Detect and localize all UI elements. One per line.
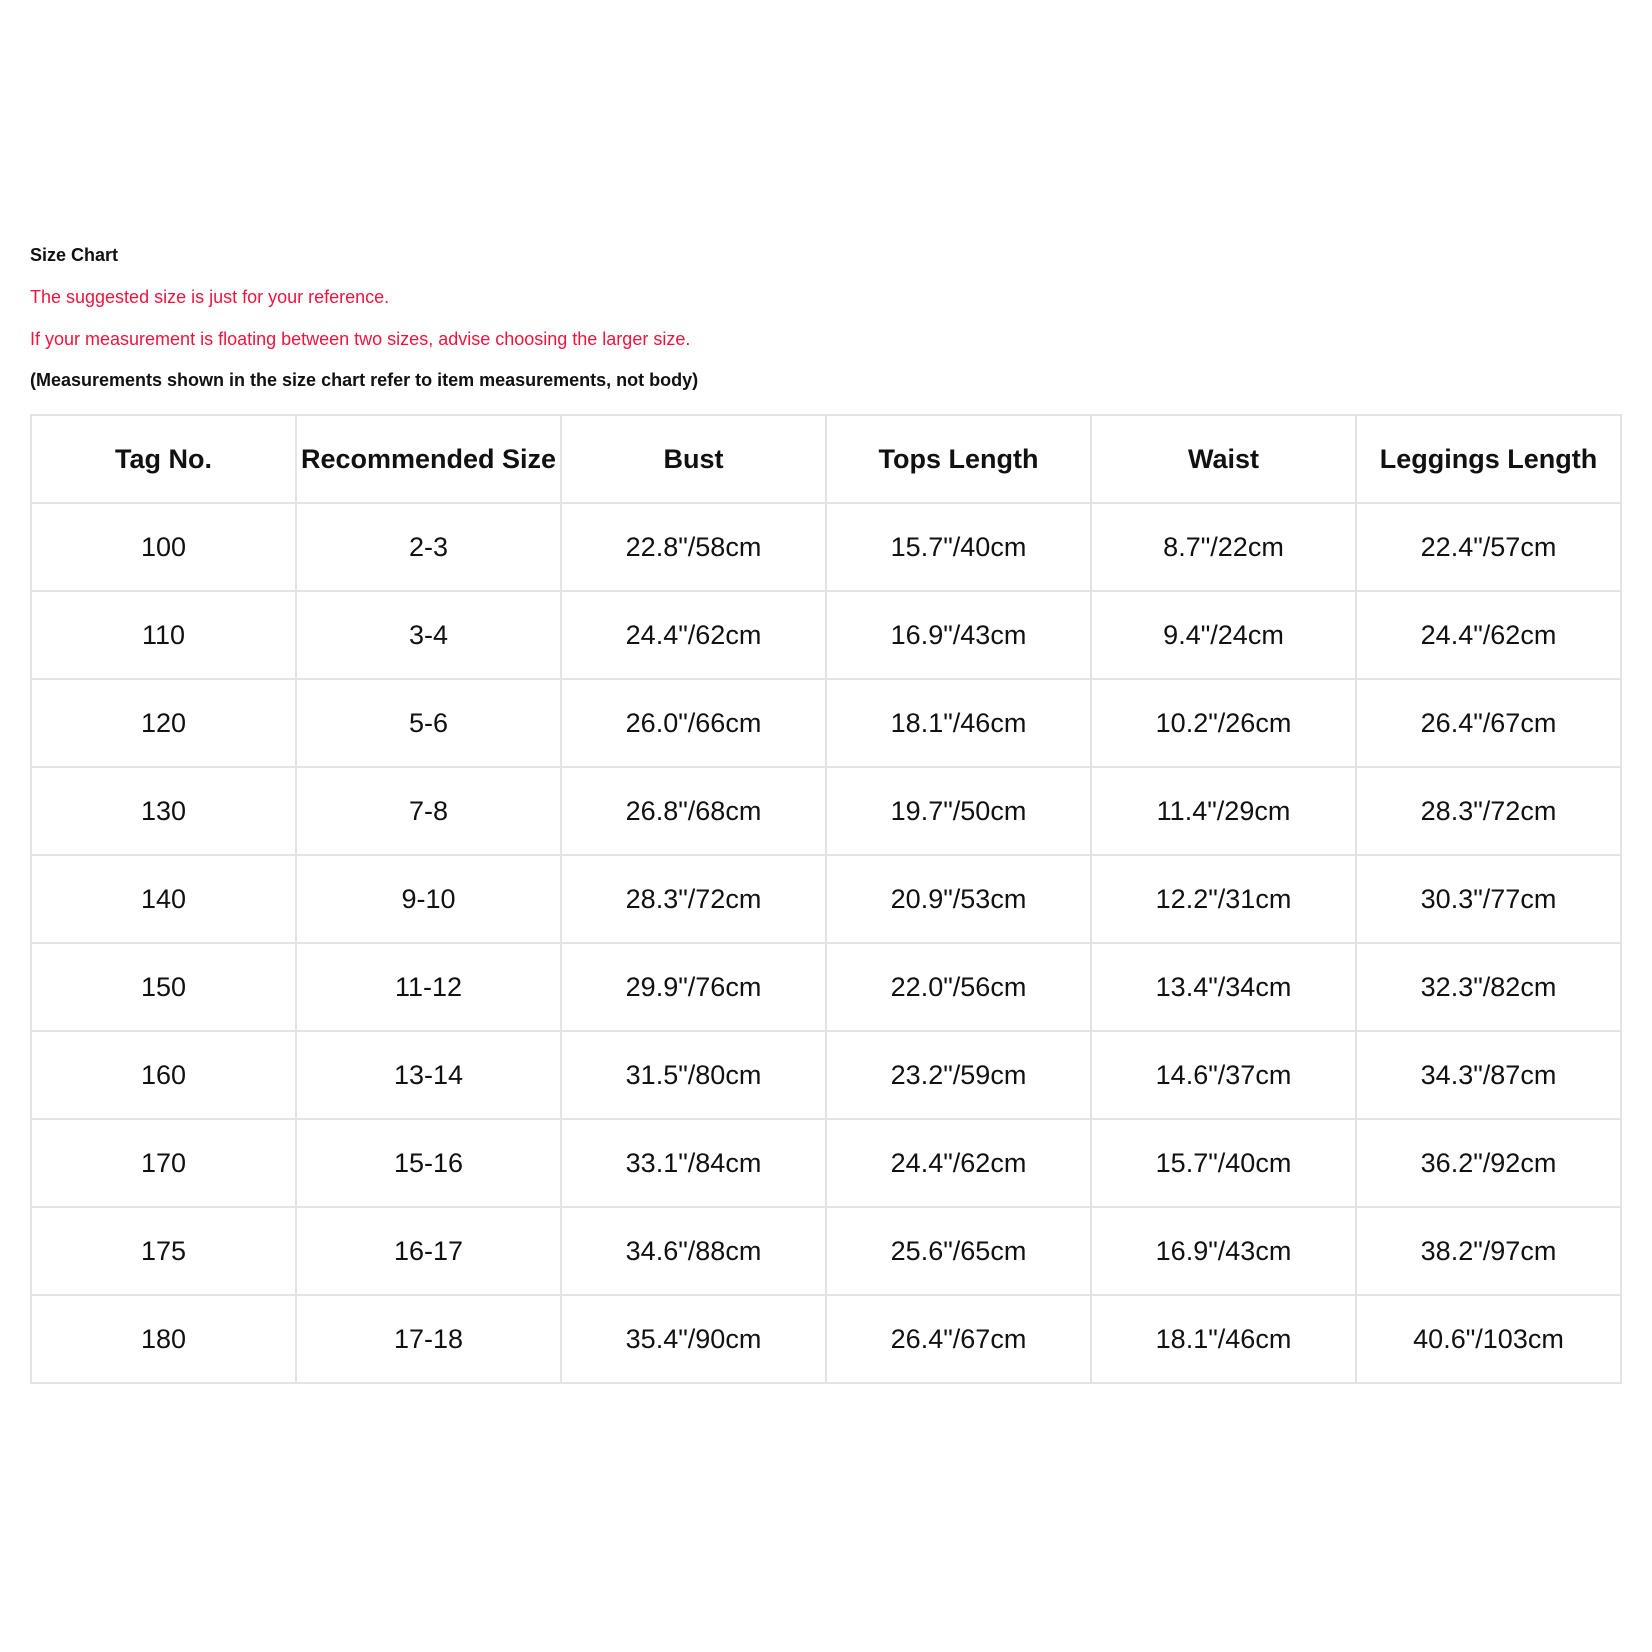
tops-length-cell: 26.4"/67cm	[826, 1295, 1091, 1383]
recommended-size-cell: 17-18	[296, 1295, 561, 1383]
waist-cell: 11.4"/29cm	[1091, 767, 1356, 855]
tag-no-cell: 175	[31, 1207, 296, 1295]
waist-cell: 8.7"/22cm	[1091, 503, 1356, 591]
leggings-length-cell: 40.6"/103cm	[1356, 1295, 1621, 1383]
tops-length-cell: 15.7"/40cm	[826, 503, 1091, 591]
recommended-size-cell: 15-16	[296, 1119, 561, 1207]
leggings-length-cell: 36.2"/92cm	[1356, 1119, 1621, 1207]
leggings-length-cell: 30.3"/77cm	[1356, 855, 1621, 943]
recommended-size-cell: 7-8	[296, 767, 561, 855]
recommended-size-cell: 13-14	[296, 1031, 561, 1119]
waist-cell: 13.4"/34cm	[1091, 943, 1356, 1031]
leggings-length-cell: 32.3"/82cm	[1356, 943, 1621, 1031]
recommended-size-cell: 16-17	[296, 1207, 561, 1295]
table-row	[31, 767, 1621, 855]
table-row	[31, 943, 1621, 1031]
waist-cell: 15.7"/40cm	[1091, 1119, 1356, 1207]
tag-no-cell: 180	[31, 1295, 296, 1383]
bust-cell: 24.4"/62cm	[561, 591, 826, 679]
bust-cell: 33.1"/84cm	[561, 1119, 826, 1207]
table-row	[31, 1031, 1621, 1119]
tag-no-cell: 100	[31, 503, 296, 591]
bust-cell: 31.5"/80cm	[561, 1031, 826, 1119]
tag-no-cell: 150	[31, 943, 296, 1031]
tops-length-cell: 18.1"/46cm	[826, 679, 1091, 767]
floating-size-note: If your measurement is floating between two sizes, advise choosing the larger size.	[30, 329, 691, 349]
tops-length-cell: 24.4"/62cm	[826, 1119, 1091, 1207]
leggings-length-cell: 22.4"/57cm	[1356, 503, 1621, 591]
tag-no-cell: 170	[31, 1119, 296, 1207]
tag-no-cell: 120	[31, 679, 296, 767]
tops-length-cell: 19.7"/50cm	[826, 767, 1091, 855]
waist-cell: 14.6"/37cm	[1091, 1031, 1356, 1119]
waist-cell: 10.2"/26cm	[1091, 679, 1356, 767]
table-body	[31, 503, 1621, 1383]
waist-cell: 18.1"/46cm	[1091, 1295, 1356, 1383]
tops-length-cell: 22.0"/56cm	[826, 943, 1091, 1031]
column-header-leggings-length: Leggings Length	[1356, 415, 1621, 503]
column-header-tag-no: Tag No.	[31, 415, 296, 503]
table-row	[31, 591, 1621, 679]
leggings-length-cell: 28.3"/72cm	[1356, 767, 1621, 855]
tops-length-cell: 16.9"/43cm	[826, 591, 1091, 679]
bust-cell: 22.8"/58cm	[561, 503, 826, 591]
recommended-size-cell: 3-4	[296, 591, 561, 679]
table-row	[31, 1119, 1621, 1207]
header-row	[31, 415, 1621, 503]
tops-length-cell: 23.2"/59cm	[826, 1031, 1091, 1119]
bust-cell: 34.6"/88cm	[561, 1207, 826, 1295]
leggings-length-cell: 26.4"/67cm	[1356, 679, 1621, 767]
leggings-length-cell: 38.2"/97cm	[1356, 1207, 1621, 1295]
recommended-size-cell: 2-3	[296, 503, 561, 591]
table-row	[31, 679, 1621, 767]
tag-no-cell: 160	[31, 1031, 296, 1119]
recommended-size-cell: 5-6	[296, 679, 561, 767]
size-chart-table	[30, 414, 1622, 1384]
recommended-size-cell: 9-10	[296, 855, 561, 943]
waist-cell: 9.4"/24cm	[1091, 591, 1356, 679]
tops-length-cell: 20.9"/53cm	[826, 855, 1091, 943]
bust-cell: 26.8"/68cm	[561, 767, 826, 855]
leggings-length-cell: 24.4"/62cm	[1356, 591, 1621, 679]
tag-no-cell: 110	[31, 591, 296, 679]
table-row	[31, 503, 1621, 591]
table-header	[31, 415, 1621, 503]
recommended-size-cell: 11-12	[296, 943, 561, 1031]
measurements-note: (Measurements shown in the size chart refer to item measurements, not body)	[30, 370, 699, 390]
bust-cell: 29.9"/76cm	[561, 943, 826, 1031]
bust-cell: 26.0"/66cm	[561, 679, 826, 767]
column-header-waist: Waist	[1091, 415, 1356, 503]
table-row	[31, 855, 1621, 943]
waist-cell: 16.9"/43cm	[1091, 1207, 1356, 1295]
tag-no-cell: 130	[31, 767, 296, 855]
column-header-tops-length: Tops Length	[826, 415, 1091, 503]
column-header-bust: Bust	[561, 415, 826, 503]
leggings-length-cell: 34.3"/87cm	[1356, 1031, 1621, 1119]
tops-length-cell: 25.6"/65cm	[826, 1207, 1091, 1295]
reference-note: The suggested size is just for your reference.	[30, 287, 390, 307]
column-header-recommended-size: Recommended Size	[296, 415, 561, 503]
waist-cell: 12.2"/31cm	[1091, 855, 1356, 943]
bust-cell: 35.4"/90cm	[561, 1295, 826, 1383]
table-row	[31, 1295, 1621, 1383]
tag-no-cell: 140	[31, 855, 296, 943]
page-title: Size Chart	[30, 245, 119, 265]
bust-cell: 28.3"/72cm	[561, 855, 826, 943]
table-row	[31, 1207, 1621, 1295]
